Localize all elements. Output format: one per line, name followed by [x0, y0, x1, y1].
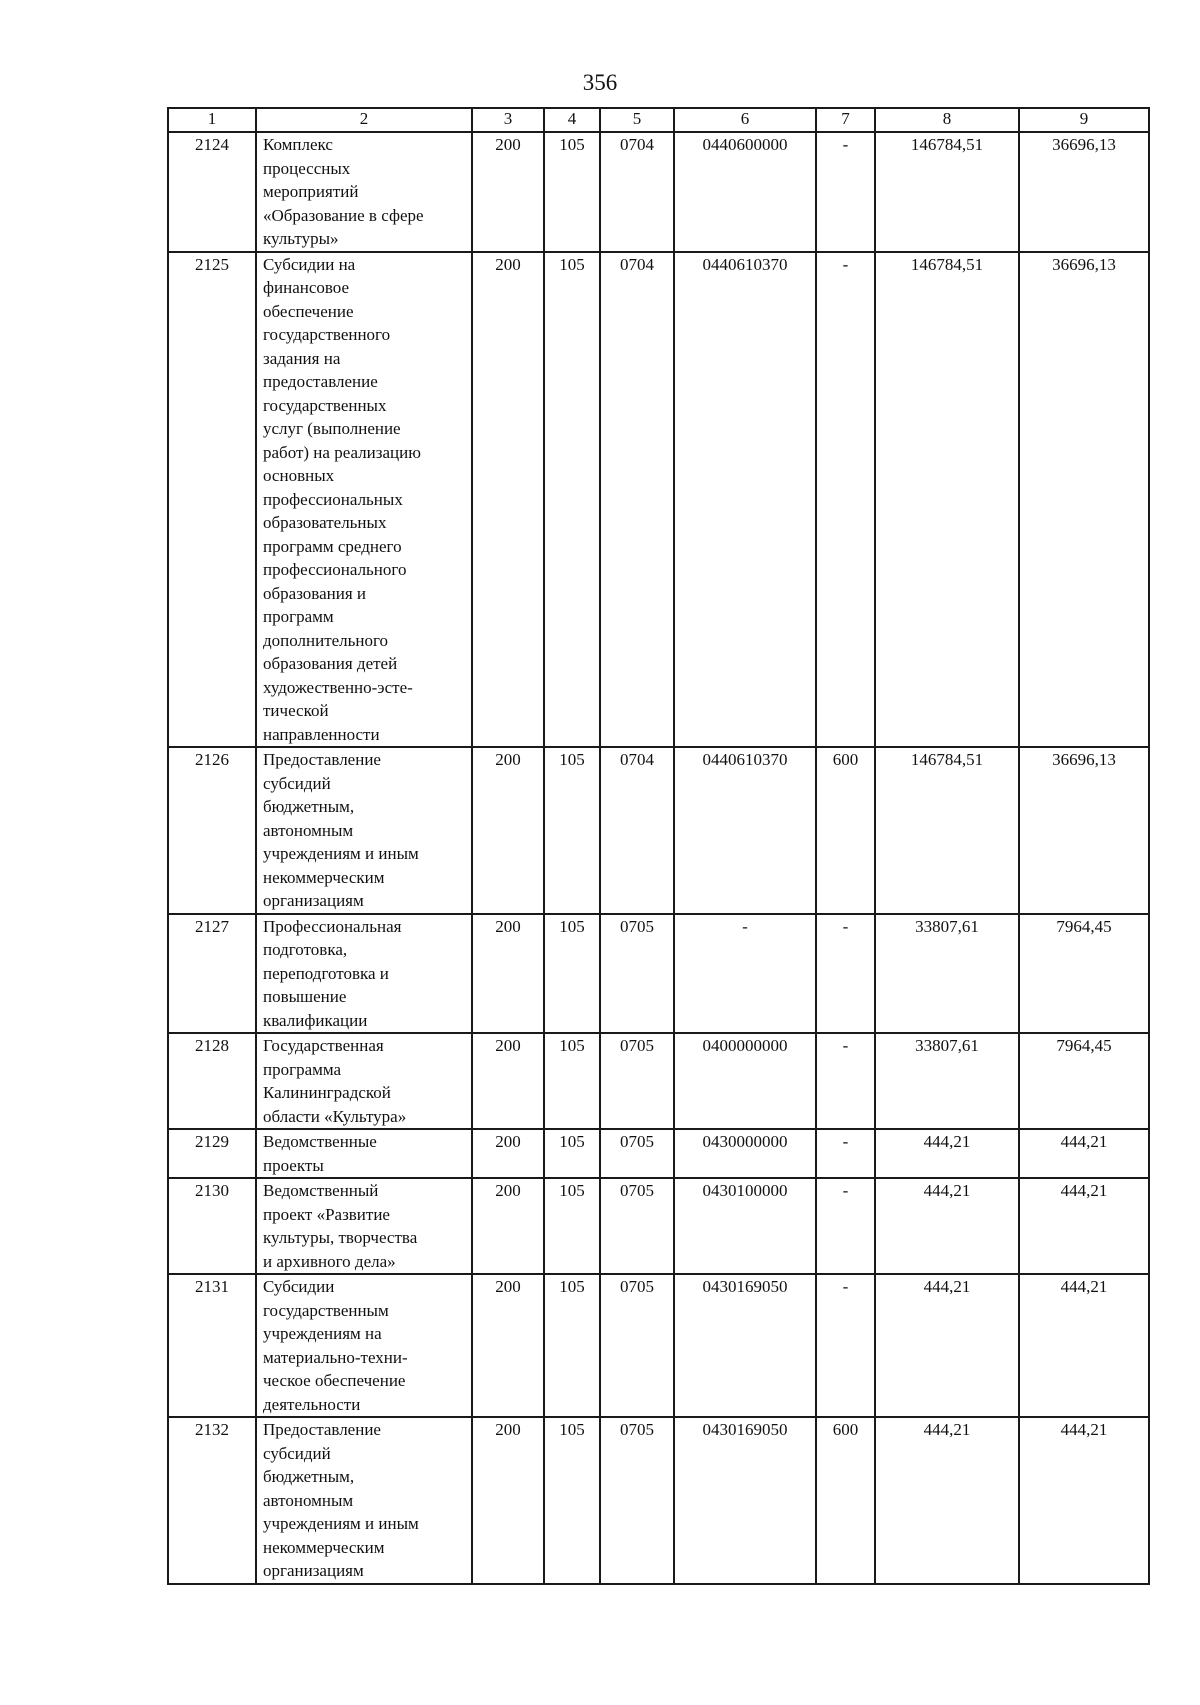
row-number: 2129 — [168, 1129, 256, 1178]
col3-value: 200 — [472, 252, 544, 748]
col5-value: 0705 — [600, 1274, 674, 1417]
col3-value: 200 — [472, 1178, 544, 1274]
expense-type-code: - — [816, 1129, 875, 1178]
col3-value: 200 — [472, 747, 544, 914]
row-name-line: некоммерческим — [263, 867, 385, 887]
target-article-code: 0440600000 — [674, 132, 816, 252]
row-number: 2132 — [168, 1417, 256, 1584]
amount-col9: 444,21 — [1019, 1417, 1149, 1584]
row-name-line: материально-техни- — [263, 1347, 408, 1367]
table-row — [168, 914, 1149, 1034]
row-number: 2127 — [168, 914, 256, 1034]
row-name-line: организациям — [263, 891, 364, 910]
col4-value: 105 — [544, 252, 600, 748]
target-article-code: 0400000000 — [674, 1033, 816, 1129]
target-article-code: 0430000000 — [674, 1129, 816, 1178]
row-name-line: Предоставление — [263, 750, 381, 769]
row-name-line: государственных — [263, 395, 387, 415]
expense-type-code: - — [816, 252, 875, 748]
budget-table — [167, 107, 1150, 1585]
row-name-line: программа — [263, 1059, 342, 1079]
row-name-line: автономным — [263, 820, 354, 840]
row-name-line: некоммерческим — [263, 1537, 385, 1557]
amount-col9: 444,21 — [1019, 1178, 1149, 1274]
row-name-line: субсидий — [263, 1443, 331, 1463]
row-name-line: услуг (выполнение — [263, 419, 401, 438]
row-name — [256, 1178, 472, 1274]
col5-value: 0705 — [600, 1129, 674, 1178]
expense-type-code: - — [816, 1274, 875, 1417]
table-header-row — [168, 108, 1149, 132]
amount-col8: 444,21 — [875, 1274, 1019, 1417]
col4-value: 105 — [544, 1178, 600, 1274]
row-name-line: субсидий — [263, 773, 331, 793]
column-header: 1 — [168, 108, 256, 132]
target-article-code: 0440610370 — [674, 252, 816, 748]
row-name-line: образования и — [263, 583, 367, 603]
column-header: 5 — [600, 108, 674, 132]
row-name-line: процессных — [263, 158, 351, 178]
col3-value: 200 — [472, 1417, 544, 1584]
row-name-line: культуры» — [263, 229, 339, 248]
expense-type-code: - — [816, 1178, 875, 1274]
row-name — [256, 747, 472, 914]
row-number: 2125 — [168, 252, 256, 748]
target-article-code: 0430169050 — [674, 1417, 816, 1584]
row-name — [256, 132, 472, 252]
row-name — [256, 1129, 472, 1178]
amount-col8: 33807,61 — [875, 1033, 1019, 1129]
row-name — [256, 1417, 472, 1584]
amount-col8: 444,21 — [875, 1129, 1019, 1178]
row-number: 2131 — [168, 1274, 256, 1417]
row-name-line: и архивного дела» — [263, 1251, 396, 1271]
col4-value: 105 — [544, 747, 600, 914]
column-header: 2 — [256, 108, 472, 132]
column-header: 6 — [674, 108, 816, 132]
row-name-line: культуры, творчества — [263, 1228, 418, 1247]
row-name-line: учреждениям на — [263, 1324, 382, 1343]
amount-col8: 146784,51 — [875, 252, 1019, 748]
row-name-line: направленности — [263, 724, 380, 744]
amount-col8: 146784,51 — [875, 132, 1019, 252]
row-name-line: учреждениям и иным — [263, 844, 419, 863]
row-name-line: проект «Развитие — [263, 1204, 390, 1224]
column-header: 3 — [472, 108, 544, 132]
row-name-line: предоставление — [263, 372, 378, 391]
row-name-line: области «Культура» — [263, 1106, 407, 1126]
row-name-line: квалификации — [263, 1010, 368, 1030]
expense-type-code: 600 — [816, 747, 875, 914]
table-row — [168, 747, 1149, 914]
expense-type-code: - — [816, 1033, 875, 1129]
row-name-line: Профессиональная — [263, 916, 402, 936]
row-name-line: Ведомственный — [263, 1181, 379, 1200]
col4-value: 105 — [544, 914, 600, 1034]
col4-value: 105 — [544, 1417, 600, 1584]
row-number: 2124 — [168, 132, 256, 252]
row-name-line: работ) на реализацию — [263, 442, 421, 462]
row-name-line: мероприятий — [263, 182, 359, 201]
row-name-line: программ среднего — [263, 536, 402, 556]
amount-col9: 444,21 — [1019, 1129, 1149, 1178]
row-name-line: автономным — [263, 1490, 354, 1510]
row-name — [256, 252, 472, 748]
amount-col8: 146784,51 — [875, 747, 1019, 914]
target-article-code: - — [674, 914, 816, 1034]
row-number: 2130 — [168, 1178, 256, 1274]
col5-value: 0704 — [600, 252, 674, 748]
expense-type-code: - — [816, 914, 875, 1034]
row-name-line: Калининградской — [263, 1083, 391, 1102]
table-row — [168, 1178, 1149, 1274]
row-name-line: профессионального — [263, 560, 407, 579]
col3-value: 200 — [472, 1129, 544, 1178]
table-row — [168, 1033, 1149, 1129]
target-article-code: 0430169050 — [674, 1274, 816, 1417]
row-name-line: учреждениям и иным — [263, 1514, 419, 1533]
row-name-line: образования детей — [263, 654, 398, 673]
row-name-line: художественно-эсте- — [263, 677, 413, 697]
col5-value: 0705 — [600, 1178, 674, 1274]
row-number: 2128 — [168, 1033, 256, 1129]
table-row — [168, 1417, 1149, 1584]
col5-value: 0705 — [600, 1417, 674, 1584]
table-row — [168, 1129, 1149, 1178]
col5-value: 0704 — [600, 747, 674, 914]
col4-value: 105 — [544, 1274, 600, 1417]
amount-col9: 444,21 — [1019, 1274, 1149, 1417]
row-name-line: финансовое — [263, 278, 350, 297]
row-name-line: обеспечение — [263, 301, 354, 321]
row-name-line: Ведомственные — [263, 1132, 377, 1151]
row-name-line: профессиональных — [263, 489, 403, 509]
row-name-line: образовательных — [263, 513, 387, 532]
amount-col9: 7964,45 — [1019, 914, 1149, 1034]
amount-col9: 36696,13 — [1019, 132, 1149, 252]
col3-value: 200 — [472, 914, 544, 1034]
row-name-line: Комплекс — [263, 135, 333, 154]
row-name-line: организациям — [263, 1561, 364, 1580]
col5-value: 0704 — [600, 132, 674, 252]
col4-value: 105 — [544, 1033, 600, 1129]
row-name — [256, 914, 472, 1034]
row-name-line: ческое обеспечение — [263, 1371, 406, 1390]
col3-value: 200 — [472, 132, 544, 252]
row-name-line: программ — [263, 607, 334, 626]
row-name-line: задания на — [263, 348, 341, 368]
target-article-code: 0440610370 — [674, 747, 816, 914]
table-row — [168, 252, 1149, 748]
row-name-line: бюджетным, — [263, 1467, 355, 1486]
row-name-line: Субсидии — [263, 1277, 335, 1296]
row-name-line: повышение — [263, 987, 347, 1006]
row-name-line: бюджетным, — [263, 797, 355, 816]
table-row — [168, 1274, 1149, 1417]
column-header: 7 — [816, 108, 875, 132]
row-name-line: деятельности — [263, 1394, 361, 1414]
amount-col8: 444,21 — [875, 1417, 1019, 1584]
amount-col8: 33807,61 — [875, 914, 1019, 1034]
table-row — [168, 132, 1149, 252]
amount-col9: 7964,45 — [1019, 1033, 1149, 1129]
col5-value: 0705 — [600, 1033, 674, 1129]
row-name-line: переподготовка и — [263, 963, 389, 983]
row-name-line: Предоставление — [263, 1420, 381, 1439]
row-name-line: тической — [263, 701, 329, 720]
column-header: 9 — [1019, 108, 1149, 132]
expense-type-code: - — [816, 132, 875, 252]
col3-value: 200 — [472, 1033, 544, 1129]
row-name-line: государственным — [263, 1300, 389, 1320]
col4-value: 105 — [544, 1129, 600, 1178]
row-name — [256, 1274, 472, 1417]
row-name-line: дополнительного — [263, 630, 389, 650]
column-header: 4 — [544, 108, 600, 132]
amount-col9: 36696,13 — [1019, 747, 1149, 914]
table-body — [168, 132, 1149, 1584]
row-number: 2126 — [168, 747, 256, 914]
amount-col9: 36696,13 — [1019, 252, 1149, 748]
row-name-line: государственного — [263, 325, 391, 344]
row-name-line: Государственная — [263, 1036, 384, 1055]
col4-value: 105 — [544, 132, 600, 252]
amount-col8: 444,21 — [875, 1178, 1019, 1274]
col5-value: 0705 — [600, 914, 674, 1034]
row-name-line: подготовка, — [263, 940, 348, 959]
expense-type-code: 600 — [816, 1417, 875, 1584]
col3-value: 200 — [472, 1274, 544, 1417]
row-name — [256, 1033, 472, 1129]
row-name-line: основных — [263, 466, 335, 485]
column-header: 8 — [875, 108, 1019, 132]
row-name-line: «Образование в сфере — [263, 205, 424, 225]
target-article-code: 0430100000 — [674, 1178, 816, 1274]
row-name-line: проекты — [263, 1155, 324, 1175]
row-name-line: Субсидии на — [263, 254, 356, 274]
page-number: 356 — [582, 70, 618, 95]
